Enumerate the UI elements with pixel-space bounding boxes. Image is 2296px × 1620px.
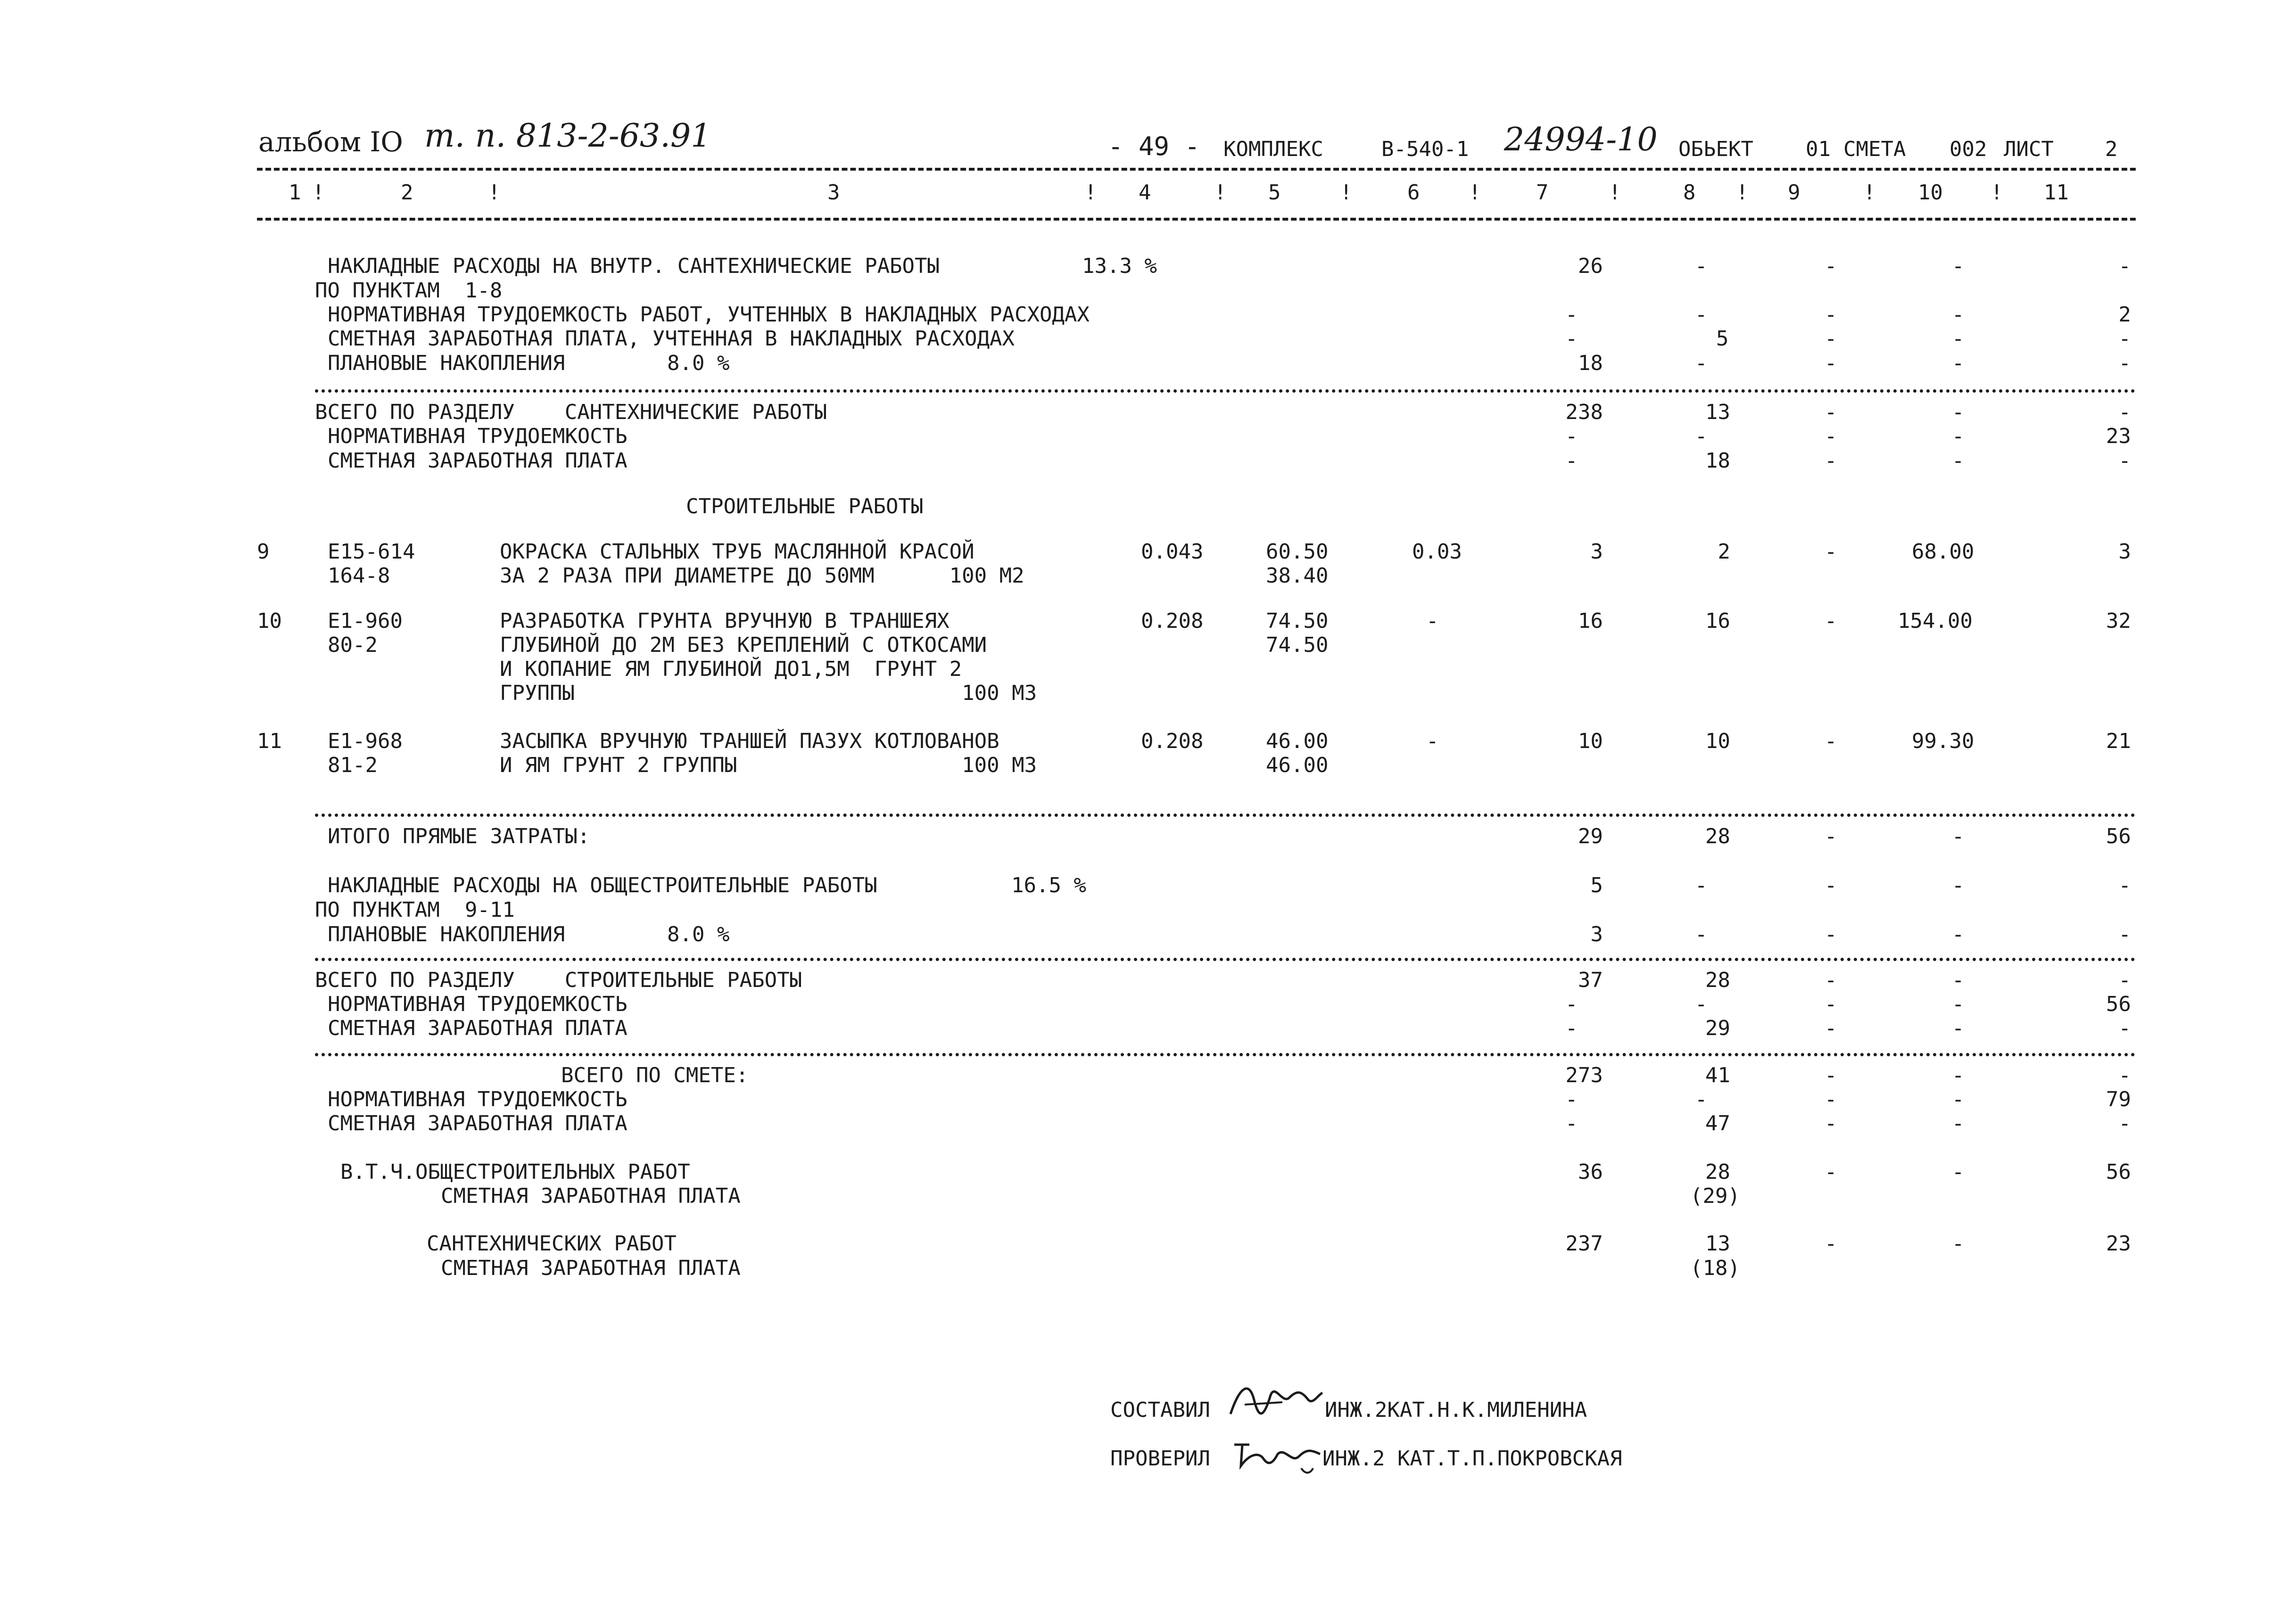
overhead-santech-label: НАКЛАДНЫЕ РАСХОДЫ НА ВНУТР. САНТЕХНИЧЕСКИЕ РАБОТЫ [328, 254, 940, 278]
cell-c11: - [2118, 327, 2131, 351]
page-number: - 49 - [1108, 132, 1200, 161]
cell-c8: 28 [1705, 1160, 1730, 1184]
cell-c8: - [1695, 303, 1708, 327]
sheet-label: ЛИСТ [2004, 137, 2054, 161]
overhead-santech-wage-label: СМЕТНАЯ ЗАРАБОТНАЯ ПЛАТА, УЧТЕННАЯ В НАКЛАДНЫХ РАСХОДАХ [328, 327, 1015, 351]
item-code-secondary: 80-2 [328, 633, 378, 657]
dotted-separator [315, 1053, 2136, 1056]
cell-c7: - [1565, 303, 1578, 327]
cell-c9: - [1825, 824, 1837, 848]
cell-c5: 74.50 [1266, 633, 1329, 657]
cell-c4: 0.208 [1141, 609, 1204, 633]
cell-c5: 46.00 [1266, 729, 1329, 753]
direct-costs-label: ИТОГО ПРЯМЫЕ ЗАТРАТЫ: [328, 824, 590, 848]
cell-c10: - [1952, 922, 1965, 946]
col-head-9: 9 [1788, 181, 1800, 205]
item-code-secondary: 81-2 [328, 753, 378, 777]
planned-savings-santech-label: ПЛАНОВЫЕ НАКОПЛЕНИЯ [328, 351, 565, 375]
cell-c11: - [2118, 1111, 2131, 1135]
cell-c10: - [1952, 1232, 1965, 1256]
col-head-6: 6 [1407, 181, 1420, 205]
cell-c9: - [1825, 1016, 1837, 1040]
cell-c7: 26 [1578, 254, 1603, 278]
cell-c11: 23 [2106, 424, 2131, 448]
signature-composer [1226, 1376, 1325, 1423]
cell-c10: - [1952, 824, 1965, 848]
col-sep: ! [1609, 181, 1621, 205]
cell-c8: 16 [1705, 609, 1730, 633]
item-description: ОКРАСКА СТАЛЬНЫХ ТРУБ МАСЛЯННОЙ КРАСОЙ [500, 540, 975, 564]
cell-c11: 21 [2106, 729, 2131, 753]
cell-c8: - [1695, 351, 1708, 375]
cell-c11: 2 [2118, 303, 2131, 327]
cell-c6: - [1426, 609, 1439, 633]
composed-label: СОСТАВИЛ [1110, 1398, 1210, 1422]
cell-c7: - [1565, 1111, 1578, 1135]
complex-code: В-540-1 [1381, 137, 1469, 161]
cell-c7: - [1565, 327, 1578, 351]
cell-c8: - [1695, 254, 1708, 278]
col-sep: ! [1340, 181, 1353, 205]
cell-c9: - [1825, 992, 1837, 1016]
total-santech-norm-label: НОРМАТИВНАЯ ТРУДОЕМКОСТЬ [328, 424, 628, 448]
total-smeta-title: ВСЕГО ПО СМЕТЕ: [561, 1063, 749, 1087]
header-rule-bottom [257, 218, 2136, 221]
cell-c7: - [1565, 424, 1578, 448]
cell-c11: - [2118, 400, 2131, 424]
total-santech-wage-label: СМЕТНАЯ ЗАРАБОТНАЯ ПЛАТА [328, 449, 628, 473]
cell-c7: - [1565, 992, 1578, 1016]
cell-c5: 46.00 [1266, 753, 1329, 777]
cell-c11: - [2118, 1063, 2131, 1087]
cell-c9: - [1825, 729, 1837, 753]
album-tp-handwritten: т. п. 813-2-63.91 [424, 117, 711, 155]
cell-c10: - [1952, 327, 1965, 351]
cell-c11: - [2118, 922, 2131, 946]
complex-number-handwritten: 24994-10 [1504, 121, 1658, 158]
col-head-5: 5 [1268, 181, 1281, 205]
object-value: 01 [1806, 137, 1831, 161]
item-code: Е1-968 [328, 729, 403, 753]
cell-c11: - [2118, 254, 2131, 278]
dotted-separator [315, 958, 2136, 961]
cell-c11: 56 [2106, 1160, 2131, 1184]
cell-c11: 56 [2106, 824, 2131, 848]
cell-c7: 37 [1578, 968, 1603, 992]
cell-c8: 41 [1705, 1063, 1730, 1087]
cell-c9: - [1825, 1232, 1837, 1256]
total-build-wage-label: СМЕТНАЯ ЗАРАБОТНАЯ ПЛАТА [328, 1016, 628, 1040]
checked-by: ИНЖ.2 КАТ.Т.П.ПОКРОВСКАЯ [1322, 1447, 1622, 1471]
breakdown-build-label: В.Т.Ч.ОБЩЕСТРОИТЕЛЬНЫХ РАБОТ [340, 1160, 690, 1184]
cell-c11: 56 [2106, 992, 2131, 1016]
breakdown-build-wage-label: СМЕТНАЯ ЗАРАБОТНАЯ ПЛАТА [441, 1184, 741, 1208]
cell-c7: - [1565, 1087, 1578, 1111]
item-description: И КОПАНИЕ ЯМ ГЛУБИНОЙ ДО1,5М ГРУНТ 2 [500, 657, 962, 681]
cell-c7: 16 [1578, 609, 1603, 633]
item-description: ЗАСЫПКА ВРУЧНУЮ ТРАНШЕЙ ПАЗУХ КОТЛОВАНОВ [500, 729, 999, 753]
cell-c7: 273 [1565, 1063, 1603, 1087]
item-code: Е1-960 [328, 609, 403, 633]
cell-c9: - [1825, 1087, 1837, 1111]
item-description: РАЗРАБОТКА ГРУНТА ВРУЧНУЮ В ТРАНШЕЯХ [500, 609, 950, 633]
total-smeta-wage-label: СМЕТНАЯ ЗАРАБОТНАЯ ПЛАТА [328, 1111, 628, 1135]
cell-c7: 3 [1590, 922, 1603, 946]
cell-c6: 0.03 [1412, 540, 1462, 564]
cell-c9: - [1825, 351, 1837, 375]
item-code-secondary: 164-8 [328, 564, 390, 588]
col-sep: ! [1990, 181, 2003, 205]
col-sep: ! [1214, 181, 1227, 205]
col-head-1: 1 [289, 181, 301, 205]
cell-c7: 5 [1590, 873, 1603, 897]
complex-label: КОМПЛЕКС [1223, 137, 1323, 161]
item-description: ЗА 2 РАЗА ПРИ ДИАМЕТРЕ ДО 50ММ 100 М2 [500, 564, 1024, 588]
cell-c8: 28 [1705, 968, 1730, 992]
cell-c8: 5 [1716, 327, 1729, 351]
cell-c8: 13 [1705, 400, 1730, 424]
col-head-11: 11 [2044, 181, 2069, 205]
dotted-separator [315, 814, 2136, 817]
section-title: СТРОИТЕЛЬНЫЕ РАБОТЫ [686, 494, 924, 518]
cell-c8: 28 [1705, 824, 1730, 848]
col-sep: ! [1084, 181, 1097, 205]
col-head-7: 7 [1536, 181, 1549, 205]
col-head-8: 8 [1683, 181, 1696, 205]
col-sep: ! [312, 181, 325, 205]
sheet-value: 2 [2105, 137, 2118, 161]
cell-c7: 29 [1578, 824, 1603, 848]
cell-c11: 79 [2106, 1087, 2131, 1111]
cell-c8: 47 [1705, 1111, 1730, 1135]
cell-c9: - [1825, 424, 1837, 448]
total-smeta-norm-label: НОРМАТИВНАЯ ТРУДОЕМКОСТЬ [328, 1087, 628, 1111]
cell-c9: - [1825, 1063, 1837, 1087]
col-sep: ! [1863, 181, 1876, 205]
cell-c6: - [1426, 729, 1439, 753]
cell-c9: - [1825, 922, 1837, 946]
planned-savings-build-pct: 8.0 % [667, 922, 730, 946]
cell-c8: 13 [1705, 1232, 1730, 1256]
col-head-2: 2 [401, 181, 413, 205]
item-number: 9 [257, 540, 270, 564]
cell-c9: - [1825, 303, 1837, 327]
item-description: И ЯМ ГРУНТ 2 ГРУППЫ 100 М3 [500, 753, 1037, 777]
cell-c9: - [1825, 540, 1837, 564]
cell-c10: - [1952, 968, 1965, 992]
album-label: альбом IO [258, 126, 403, 158]
cell-c5: 60.50 [1266, 540, 1329, 564]
cell-c8: - [1695, 1087, 1708, 1111]
cell-c11: - [2118, 968, 2131, 992]
cell-c10: - [1952, 424, 1965, 448]
cell-c10: 99.30 [1912, 729, 1974, 753]
cell-c11: - [2118, 873, 2131, 897]
cell-c5: 74.50 [1266, 609, 1329, 633]
cell-c11: 3 [2118, 540, 2131, 564]
cell-c7: - [1565, 1016, 1578, 1040]
item-description: ГЛУБИНОЙ ДО 2М БЕЗ КРЕПЛЕНИЙ С ОТКОСАМИ [500, 633, 987, 657]
cell-c8-wage: (29) [1690, 1184, 1740, 1208]
cell-c10: - [1952, 303, 1965, 327]
cell-c9: - [1825, 1111, 1837, 1135]
breakdown-santech-wage-label: СМЕТНАЯ ЗАРАБОТНАЯ ПЛАТА [441, 1256, 741, 1280]
overhead-santech-pct: 13.3 % [1082, 254, 1157, 278]
overhead-santech-labor-label: НОРМАТИВНАЯ ТРУДОЕМКОСТЬ РАБОТ, УЧТЕННЫХ В НАКЛАДНЫХ РАСХОДАХ [328, 303, 1090, 327]
cell-c7: - [1565, 449, 1578, 473]
cell-c9: - [1825, 254, 1837, 278]
cell-c7: 3 [1590, 540, 1603, 564]
cell-c4: 0.208 [1141, 729, 1204, 753]
cell-c9: - [1825, 873, 1837, 897]
overhead-build-points: ПО ПУНКТАМ 9-11 [315, 898, 515, 922]
overhead-santech-points: ПО ПУНКТАМ 1-8 [315, 279, 503, 303]
smeta-label: СМЕТА [1843, 137, 1906, 161]
checked-label: ПРОВЕРИЛ [1110, 1447, 1210, 1471]
overhead-build-pct: 16.5 % [1011, 873, 1086, 897]
cell-c10: - [1952, 351, 1965, 375]
cell-c8: - [1695, 873, 1708, 897]
cell-c8: - [1695, 424, 1708, 448]
cell-c10: - [1952, 1087, 1965, 1111]
cell-c8: 2 [1718, 540, 1730, 564]
cell-c11: 32 [2106, 609, 2131, 633]
cell-c10: - [1952, 254, 1965, 278]
cell-c10: - [1952, 1016, 1965, 1040]
cell-c10: 68.00 [1912, 540, 1974, 564]
item-description: ГРУППЫ 100 М3 [500, 681, 1037, 705]
cell-c7: 36 [1578, 1160, 1603, 1184]
total-build-norm-label: НОРМАТИВНАЯ ТРУДОЕМКОСТЬ [328, 992, 628, 1016]
item-number: 11 [257, 729, 282, 753]
cell-c10: - [1952, 1111, 1965, 1135]
cell-c9: - [1825, 400, 1837, 424]
cell-c11: - [2118, 449, 2131, 473]
col-sep: ! [488, 181, 501, 205]
smeta-value: 002 [1949, 137, 1987, 161]
cell-c9: - [1825, 968, 1837, 992]
cell-c8: 29 [1705, 1016, 1730, 1040]
cell-c11: - [2118, 351, 2131, 375]
composed-by: ИНЖ.2КАТ.Н.К.МИЛЕНИНА [1325, 1398, 1587, 1422]
planned-savings-santech-pct: 8.0 % [667, 351, 730, 375]
breakdown-santech-label: САНТЕХНИЧЕСКИХ РАБОТ [427, 1232, 677, 1256]
object-label: ОБЬЕКТ [1678, 137, 1753, 161]
total-build-title: ВСЕГО ПО РАЗДЕЛУ СТРОИТЕЛЬНЫЕ РАБОТЫ [315, 968, 802, 992]
cell-c9: - [1825, 327, 1837, 351]
signature-checker [1231, 1431, 1325, 1478]
cell-c8: - [1695, 992, 1708, 1016]
cell-c10: - [1952, 1160, 1965, 1184]
overhead-build-label: НАКЛАДНЫЕ РАСХОДЫ НА ОБЩЕСТРОИТЕЛЬНЫЕ РАБОТЫ [328, 873, 877, 897]
col-sep: ! [1736, 181, 1749, 205]
cell-c10: 154.00 [1898, 609, 1973, 633]
col-head-3: 3 [827, 181, 840, 205]
cell-c9: - [1825, 449, 1837, 473]
col-sep: ! [1469, 181, 1481, 205]
cell-c11: - [2118, 1016, 2131, 1040]
planned-savings-build-label: ПЛАНОВЫЕ НАКОПЛЕНИЯ [328, 922, 565, 946]
cell-c10: - [1952, 873, 1965, 897]
cell-c10: - [1952, 1063, 1965, 1087]
cell-c11: 23 [2106, 1232, 2131, 1256]
cell-c8: 18 [1705, 449, 1730, 473]
cell-c9: - [1825, 609, 1837, 633]
cell-c8-wage: (18) [1690, 1256, 1740, 1280]
total-santech-title: ВСЕГО ПО РАЗДЕЛУ САНТЕХНИЧЕСКИЕ РАБОТЫ [315, 400, 827, 424]
cell-c10: - [1952, 400, 1965, 424]
col-head-4: 4 [1139, 181, 1151, 205]
cell-c7: 18 [1578, 351, 1603, 375]
cell-c8: - [1695, 922, 1708, 946]
cell-c10: - [1952, 449, 1965, 473]
cell-c10: - [1952, 992, 1965, 1016]
col-head-10: 10 [1918, 181, 1943, 205]
cell-c9: - [1825, 1160, 1837, 1184]
item-code: Е15-614 [328, 540, 415, 564]
cell-c5: 38.40 [1266, 564, 1329, 588]
cell-c7: 10 [1578, 729, 1603, 753]
dotted-separator [315, 389, 2136, 393]
cell-c7: 237 [1565, 1232, 1603, 1256]
cell-c4: 0.043 [1141, 540, 1204, 564]
item-number: 10 [257, 609, 282, 633]
cell-c8: 10 [1705, 729, 1730, 753]
cell-c7: 238 [1565, 400, 1603, 424]
header-rule-top [257, 168, 2136, 171]
